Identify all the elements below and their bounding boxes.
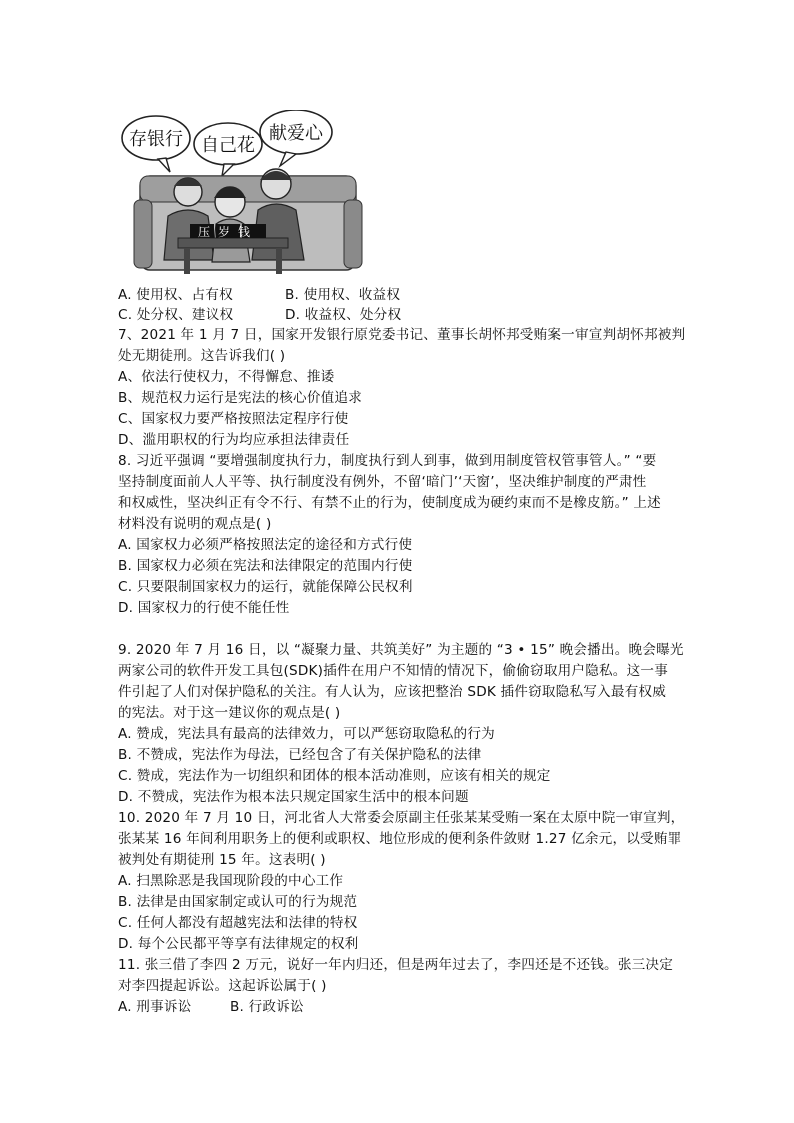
q8-option-c: C. 只要限制国家权力的运行，就能保障公民权利 — [118, 579, 413, 595]
q10-stem-line1: 10. 2020 年 7 月 10 日，河北省人大常委会原副主任张某某受贿一案在太原中院一审宣判， — [118, 810, 685, 826]
q8-stem-line3: 和权威性，坚决纠正有令不行、有禁不止的行为，使制度成为硬约束而不是橡皮筋。” 上述 — [118, 495, 661, 511]
q8-option-b: B. 国家权力必须在宪法和法律限定的范围内行使 — [118, 558, 413, 574]
q9-option-c: C. 赞成，宪法作为一切组织和团体的根本活动准则，应该有相关的规定 — [118, 768, 551, 784]
q6-option-b: B. 使用权、收益权 — [285, 287, 401, 303]
speech-bubble-left — [122, 116, 190, 172]
money-label: 压岁钱 — [197, 225, 259, 239]
q9-option-a: A. 赞成，宪法具有最高的法律效力，可以严惩窃取隐私的行为 — [118, 726, 495, 742]
q11-option-a: A. 刑事诉讼 — [118, 999, 192, 1015]
cartoon-illustration — [118, 110, 418, 278]
q8-stem-line1: 8. 习近平强调 “要增强制度执行力，制度执行到人到事，做到用制度管权管事管人。” “要 — [118, 453, 657, 469]
q7-option-a: A、依法行使权力，不得懈怠、推诿 — [118, 369, 335, 385]
bubble-left-text: 存银行 — [129, 129, 183, 150]
q9-stem-line4: 的宪法。对于这一建议你的观点是( ) — [118, 705, 341, 721]
q8-stem-line2: 坚持制度面前人人平等、执行制度没有例外，不留‘暗门’‘天窗’，坚决维护制度的严肃性 — [118, 474, 647, 490]
q6-option-c: C. 处分权、建议权 — [118, 307, 234, 323]
q11-option-b: B. 行政诉讼 — [230, 999, 304, 1015]
speech-bubble-mid — [194, 123, 262, 176]
q11-stem-line2: 对李四提起诉讼。这起诉讼属于( ) — [118, 978, 327, 994]
q7-option-b: B、规范权力运行是宪法的核心价值追求 — [118, 390, 363, 406]
q8-option-a: A. 国家权力必须严格按照法定的途径和方式行使 — [118, 537, 413, 553]
q10-option-b: B. 法律是由国家制定或认可的行为规范 — [118, 894, 358, 910]
q8-stem-line4: 材料没有说明的观点是( ) — [118, 516, 272, 532]
q11-stem-line1: 11. 张三借了李四 2 万元，说好一年内归还，但是两年过去了，李四还是不还钱。张三决定 — [118, 957, 673, 973]
q8-option-d: D. 国家权力的行使不能任性 — [118, 600, 290, 616]
q10-option-d: D. 每个公民都平等享有法律规定的权利 — [118, 936, 359, 952]
speech-bubble-right — [260, 110, 332, 166]
bubble-right-text: 献爱心 — [269, 123, 323, 144]
q9-option-d: D. 不赞成，宪法作为根本法只规定国家生活中的根本问题 — [118, 789, 469, 805]
q7-option-d: D、滥用职权的行为均应承担法律责任 — [118, 432, 350, 448]
q10-option-a: A. 扫黑除恶是我国现阶段的中心工作 — [118, 873, 344, 889]
q7-stem-line1: 7、2021 年 1 月 7 日，国家开发银行原党委书记、董事长胡怀邦受贿案一审宣判胡怀邦被判 — [118, 327, 686, 343]
q6-option-d: D. 收益权、处分权 — [285, 307, 402, 323]
bubble-mid-text: 自己花 — [201, 135, 255, 156]
q9-stem-line1: 9. 2020 年 7 月 16 日，以 “凝聚力量、共筑美好” 为主题的 “3 • 15” 晚会播出。晚会曝光 — [118, 642, 684, 658]
q7-stem-line2: 处无期徒刑。这告诉我们( ) — [118, 348, 286, 364]
q7-option-c: C、国家权力要严格按照法定程序行使 — [118, 411, 349, 427]
q9-stem-line2: 两家公司的软件开发工具包(SDK)插件在用户不知情的情况下，偷偷窃取用户隐私。这一事 — [118, 663, 668, 679]
q10-option-c: C. 任何人都没有超越宪法和法律的特权 — [118, 915, 358, 931]
q6-option-a: A. 使用权、占有权 — [118, 287, 233, 303]
q10-stem-line3: 被判处有期徒刑 15 年。这表明( ) — [118, 852, 326, 868]
q9-stem-line3: 件引起了人们对保护隐私的关注。有人认为，应该把整治 SDK 插件窃取隐私写入最有权威 — [118, 684, 667, 700]
q9-option-b: B. 不赞成，宪法作为母法，已经包含了有关保护隐私的法律 — [118, 747, 482, 763]
q10-stem-line2: 张某某 16 年间利用职务上的便利或职权、地位形成的便利条件敛财 1.27 亿余元，以受贿罪 — [118, 831, 682, 847]
